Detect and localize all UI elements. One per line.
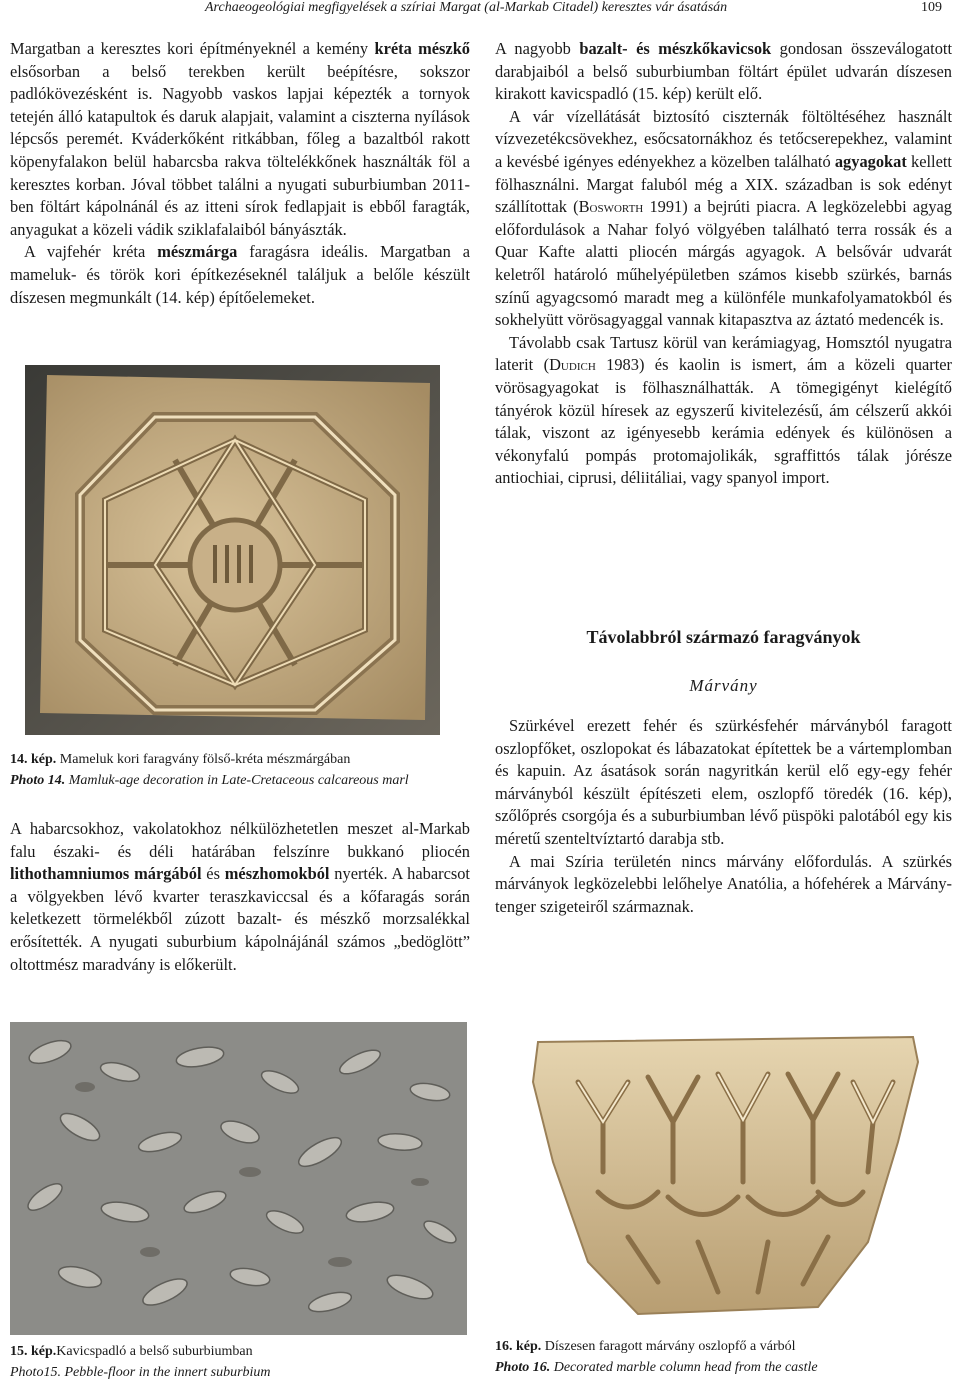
caption-photo-16: 16. kép. Díszesen faragott márvány oszlopfő a várból Photo 16. Decorated marble column head from the castle — [495, 1339, 818, 1375]
photo-mameluk-carving — [25, 365, 440, 735]
paragraph-marble-elements: Szürkével erezett fehér és szürkésfehér márványból faragott oszlopfőket, oszlopokat és lábazatokat építettek be a vártemplomban és kapuin. Az ásatások során nagyritkán kerül elő egy-egy fehér márványból készült építészeti elem, oszlopfő töredék (16. kép), szőlőprés csorgója és a suburbiumban lévő püspöki palotából egy kis méretű szenteltvíztartó darabja stb. — [495, 716, 952, 848]
right-column-marble — [495, 715, 952, 918]
paragraph-mortar: A habarcsokhoz, vakolatokhoz nélkülözhetetlen meszet al-Markab falu északi- és déli határában felszínre bukkanó pliocén lithothamniumos márgából és mészhomokból nyerték. A habarcsot a völgyekben lévő kvarter teraszkaviccsal és a kőfaragás során keletkezett törmelékből zúzott bazalt- és mészkő morzsalékkal erősítették. A nyugati suburbium kápolnájánál számos „bedöglött” oltottmész maradvány is előkerült. — [10, 819, 470, 974]
running-title: Archaeogeológiai megfigyelések a szíriai Margat (al-Markab Citadel) keresztes vár ásatásán — [205, 0, 728, 15]
subsection-title: Márvány — [689, 676, 758, 695]
paragraph-clay: A vár vízellátását biztosító ciszternák föltöltéséhez használt vízvezetékcsövekhez, esőcsatornákhoz és tetőcserepekhez, valamint a kevésbé igényes edényekhez a közelben található agyagokat kellett fölhasználni. Margat faluból még a XIX. században is sok edényt szállítottak (Bosworth 1991) a bejrúti piacra. A legközelebbi agyag előfordulások a Nahar folyó völgyében található terra rossák és a Quar Kafte alatti pliocén márgás agyagok. A belsővár udvarát keletről határoló műhelyépületben számos kisebb szürkés, barnás színű agyagcsomó maradt meg a különféle munkafolyamatokból és sokhelyütt vörösagyaggal vannak kitapasztva az áztató medencék is. — [495, 106, 952, 330]
running-header — [0, 0, 952, 20]
caption-photo-15: 15. kép.Kavicspadló a belső suburbiumban Photo15. Pebble-floor in the innert suburbium — [10, 1344, 271, 1380]
left-column-intro — [10, 38, 470, 309]
section-title: Távolabbról származó faragványok — [586, 627, 861, 647]
photo-pebble-floor — [10, 1022, 467, 1335]
right-column-intro — [495, 38, 952, 490]
paragraph-marl: A vajfehér kréta mészmárga faragásra ideális. Margatban a mameluk- és török kori építkezéseknél találjuk a belőle készült díszesen megmunkált (14. kép) építőelemeket. — [10, 242, 470, 307]
caption-photo-14: 14. kép. Mameluk kori faragvány fölső-kréta mészmárgában Photo 14. Mamluk-age decoration in Late-Cretaceous calcareous marl — [10, 752, 409, 788]
paragraph-limestone: Margatban a keresztes kori építményeknél a kemény kréta mészkő elsősorban a belső terekben került beépítésre, sokszor padlókövezésként is. Nagyobb vaskos lapjai képezték a tornyok tetején álló katapultok és daruk alapjait, valamint a ciszterna nyílások lépcsős peremét. Kváderkőként ritkábban, főleg a bazaltból rakott köpenyfalakon belül habarcsba rakva töltelékkőnek használták föl a keresztes korban. Jóval többet találni a nyugati suburbiumban 2011-ben föltárt kápolnánál és az itteni sírok fedlapjait is ebből faragták, anyagukat a közeli vádik sziklafalaiból bányászták. — [10, 39, 471, 239]
left-column-mortar — [10, 818, 470, 976]
photo-marble-capital — [518, 1022, 936, 1322]
paragraph-marble-origin: A mai Szíria területén nincs márvány előfordulás. A szürkés márványok legközelebbi lelőhelye Anatólia, a hófehérek a Márvány-tenger szigeteiről származnak. — [495, 851, 952, 916]
page-number: 109 — [921, 0, 942, 15]
paragraph-ceramics: Távolabb csak Tartusz körül van kerámiagyag, Homsztól nyugatra laterit (Dudich 1983) és kaolin is ismert, ám a közeli quarter vörösagyagokat is fölhasználhatták. A tömegigényt kielégítő tányérok közül híresek az egyszerű kivitelezésű, ám célszerű akkói tálak, viszont az igényesebb kerámia edények és különösen a vékonyfalú pompás protomajolikák, sgraffittós tálak jórésze antiochiai, ciprusi, déliitáliai, vagy spanyol import. — [495, 332, 953, 488]
paragraph-pebbles: A nagyobb bazalt- és mészkőkavicsok gondosan összeválogatott darabjaiból a belső suburbiumban föltárt épület udvarán díszesen kirakott kavicspadló (15. kép) került elő. — [495, 39, 952, 104]
